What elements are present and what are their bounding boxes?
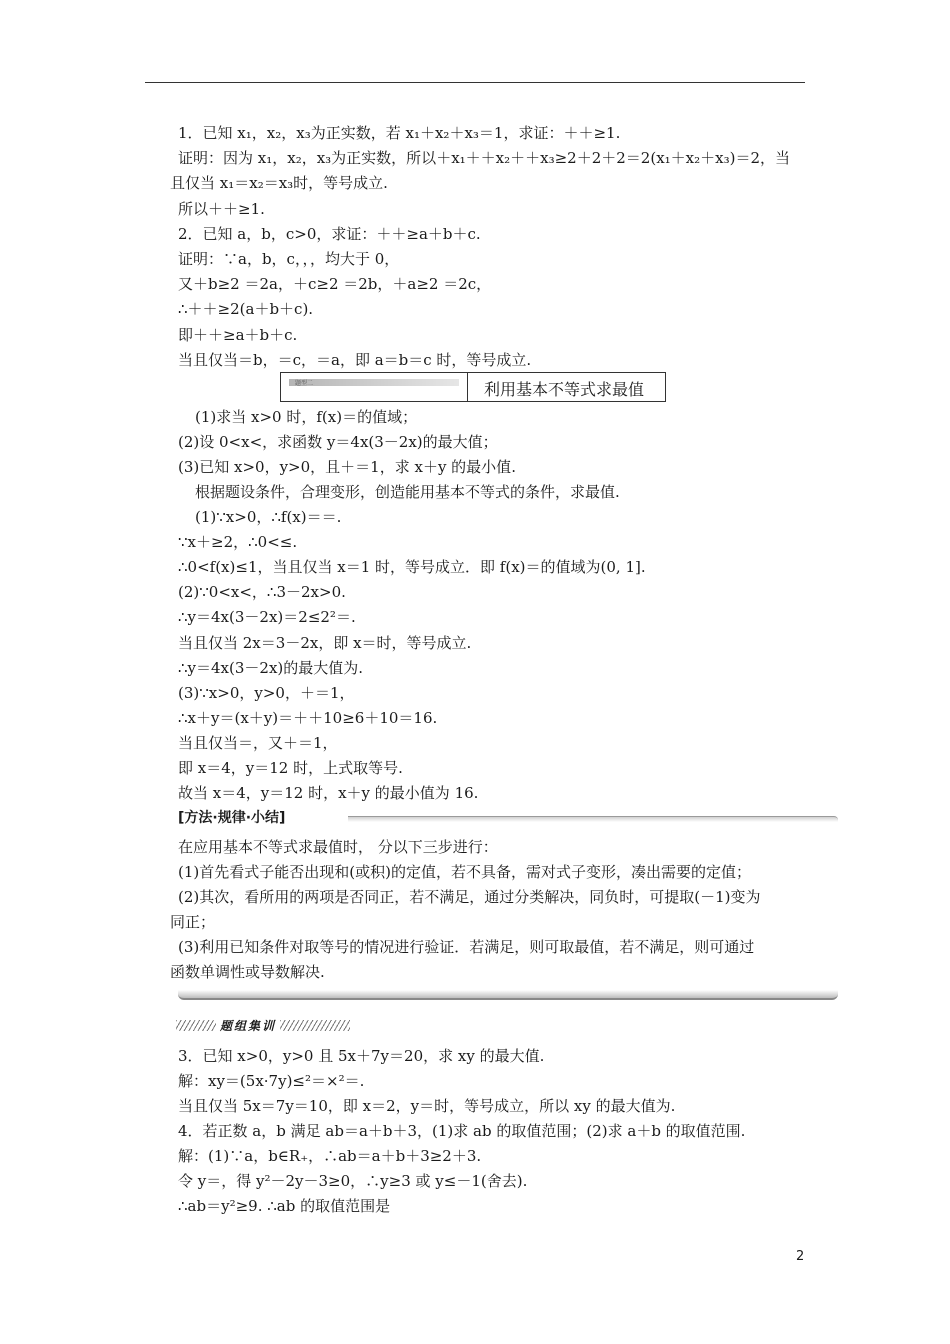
method-summary-bottom-rule [178, 990, 838, 1000]
solution-line: 当且仅当 5x＝7y＝10，即 x＝2，y＝时，等号成立，所以 xy 的最大值为. [178, 1097, 676, 1115]
proof-line: 当且仅当＝b，＝c，＝a，即 a＝b＝c 时，等号成立. [178, 351, 532, 369]
method-line: 同正； [170, 913, 216, 931]
solution-line: 解：xy＝(5x·7y)≤²＝×²＝. [178, 1072, 365, 1090]
solution-line: ∴ab＝y²≥9. ∴ab 的取值范围是 [178, 1197, 391, 1215]
solution-line: (2)∵0<x<，∴3－2x>0. [178, 583, 346, 601]
method-line: 在应用基本不等式求最值时， 分以下三步进行： [178, 838, 498, 856]
method-summary-rule [348, 816, 838, 822]
solution-line: ∴x＋y＝(x＋y)＝＋＋10≥6＋10＝16. [178, 709, 438, 727]
solution-line: 故当 x＝4，y＝12 时，x＋y 的最小值为 16. [178, 784, 479, 802]
example-part-3: (3)已知 x>0，y>0，且＋＝1，求 x＋y 的最小值. [178, 458, 516, 476]
proof-line: 所以＋＋≥1. [178, 200, 265, 218]
method-line: 函数单调性或导数解决. [170, 963, 325, 981]
proof-line: 又＋b≥2 ＝2a，＋c≥2 ＝2b，＋a≥2 ＝2c， [178, 275, 492, 293]
method-line: (2)其次，看所用的两项是否同正，若不满足，通过分类解决，同负时，可提取(－1)变为 [178, 888, 761, 906]
exercise-group-title: 题组集训 [220, 1018, 277, 1033]
hatch-decoration [176, 1020, 216, 1031]
example-part-1: (1)求当 x>0 时，f(x)＝的值域； [195, 408, 418, 426]
proof-line: 即＋＋≥a＋b＋c. [178, 326, 298, 344]
section-title-box [280, 372, 666, 402]
solution-line: (3)∵x>0，y>0，＋＝1， [178, 684, 355, 702]
solution-line: ∴y＝4x(3－2x)的最大值为. [178, 659, 364, 677]
proof-line: 且仅当 x₁＝x₂＝x₃时，等号成立. [170, 174, 388, 192]
solution-line: 当且仅当 2x＝3－2x，即 x＝时，等号成立. [178, 634, 472, 652]
header-rule [145, 82, 805, 83]
solution-line: 解：(1)∵a，b∈R₊，∴ab＝a＋b＋3≥2＋3. [178, 1147, 482, 1165]
problem-1-statement: 1．已知 x₁，x₂，x₃为正实数，若 x₁＋x₂＋x₃＝1，求证：＋＋≥1. [178, 124, 621, 142]
section-title: 利用基本不等式求最值 [484, 380, 645, 399]
solution-line: ∴0<f(x)≤1，当且仅当 x＝1 时，等号成立．即 f(x)＝的值域为(0, 1]. [178, 558, 646, 576]
section-divider [467, 373, 468, 401]
exercise-group-heading [176, 1018, 350, 1032]
solution-line: ∵x＋≥2，∴0<≤. [178, 533, 298, 551]
proof-line: 证明：因为 x₁，x₂，x₃为正实数，所以＋x₁＋＋x₂＋＋x₃≥2＋2＋2＝2(x₁＋x₂＋x₃)＝2，当 [178, 149, 791, 167]
proof-line: 证明：∵a，b，c，，，均大于 0， [178, 250, 400, 268]
method-line: (1)首先看式子能否出现和(或积)的定值，若不具备，需对式子变形，凑出需要的定值； [178, 863, 751, 881]
proof-line: ∴＋＋≥2(a＋b＋c). [178, 300, 314, 318]
problem-2-statement: 2．已知 a，b，c>0，求证：＋＋≥a＋b＋c. [178, 225, 481, 243]
solution-line: (1)∵x>0，∴f(x)＝＝. [195, 508, 342, 526]
problem-4-statement: 4．若正数 a，b 满足 ab＝a＋b＋3，(1)求 ab 的取值范围；(2)求 a＋b 的取值范围. [178, 1122, 746, 1140]
hatch-decoration [280, 1020, 350, 1031]
solution-line: ∴y＝4x(3－2x)＝2≤2²＝. [178, 608, 356, 626]
solution-line: 令 y＝，得 y²－2y－3≥0，∴y≥3 或 y≤－1(舍去). [178, 1172, 528, 1190]
section-tag: 题型二 [289, 379, 459, 386]
solution-line: 当且仅当＝，又＋＝1， [178, 734, 338, 752]
method-summary-heading: [方法·规律·小结] [178, 810, 286, 826]
page-number: 2 [796, 1249, 805, 1264]
solution-line: 即 x＝4，y＝12 时，上式取等号. [178, 759, 403, 777]
problem-3-statement: 3．已知 x>0，y>0 且 5x＋7y＝20，求 xy 的最大值. [178, 1047, 545, 1065]
example-part-2: (2)设 0<x<，求函数 y＝4x(3－2x)的最大值； [178, 433, 498, 451]
method-line: (3)利用已知条件对取等号的情况进行验证．若满足，则可取最值，若不满足，则可通过 [178, 938, 755, 956]
solution-hint: 根据题设条件，合理变形，创造能用基本不等式的条件，求最值. [195, 483, 620, 501]
